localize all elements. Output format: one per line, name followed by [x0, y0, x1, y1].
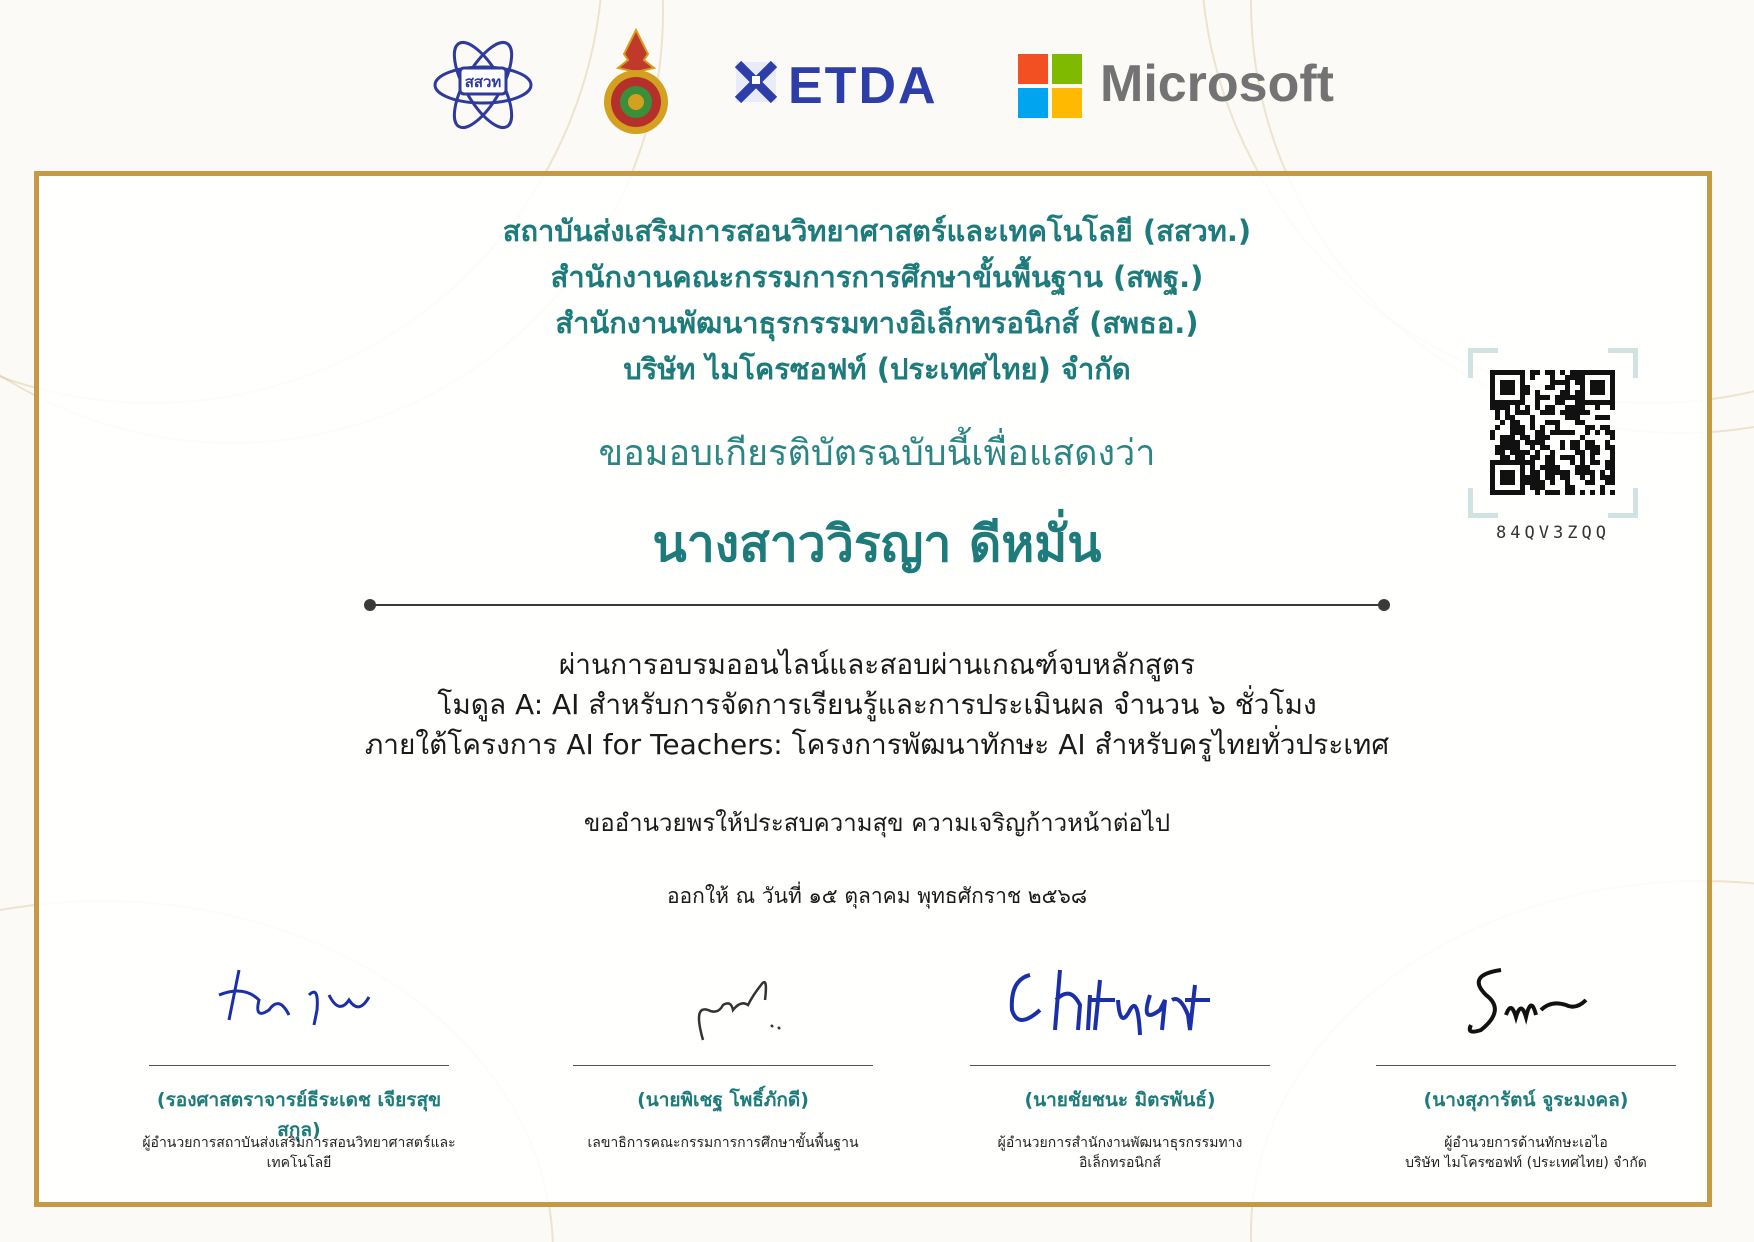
qr-code-text: 84QV3ZQQ [1496, 523, 1610, 543]
course-line: ผ่านการอบรมออนไลน์และสอบผ่านเกณฑ์จบหลักสูตร [558, 648, 1196, 681]
org-line: สำนักงานคณะกรรมการการศึกษาขั้นพื้นฐาน (สพฐ.) [550, 260, 1204, 294]
signatory-name: (รองศาสตราจารย์ธีระเดช เจียรสุขสกุล) [156, 1089, 442, 1141]
ipst-logo [430, 30, 536, 140]
signatory [139, 955, 459, 1171]
qr-code[interactable] [1468, 348, 1638, 518]
signature-image [199, 955, 399, 1045]
blessing-text: ขออำนวยพรให้ประสบความสุข ความเจริญก้าวหน้าต่อไป [583, 809, 1171, 837]
signatory-name: (นายพิเชฐ โพธิ์ภักดี) [637, 1089, 809, 1111]
signatory-title: ผู้อำนวยการสำนักงานพัฒนาธุรกรรมทางอิเล็กทรอนิกส์ [997, 1135, 1243, 1171]
recipient-name: นางสาววิรญา ดีหมั่น [652, 515, 1102, 573]
org-line: สำนักงานพัฒนาธุรกรรมทางอิเล็กทรอนิกส์ (สพธอ.) [555, 306, 1199, 340]
org-line: บริษัท ไมโครซอฟท์ (ประเทศไทย) จำกัด [623, 352, 1131, 386]
signatory-title: ผู้อำนวยการด้านทักษะเอไอ บริษัท ไมโครซอฟท์ (ประเทศไทย) จำกัด [1405, 1135, 1647, 1171]
signature-image [623, 955, 823, 1045]
signature-image [990, 955, 1250, 1055]
signatory [960, 955, 1280, 1171]
course-description [0, 645, 1754, 765]
signatory-name: (นายชัยชนะ มิตรพันธ์) [1024, 1089, 1216, 1111]
signatory-title: ผู้อำนวยการสถาบันส่งเสริมการสอนวิทยาศาสตร์และเทคโนโลยี [142, 1135, 456, 1171]
signatory [1366, 955, 1686, 1171]
obec-seal-logo [596, 28, 676, 138]
issue-date: ออกให้ ณ วันที่ ๑๕ ตุลาคม พุทธศักราช ๒๕๖๘ [666, 884, 1088, 908]
certificate-intro: ขอมอบเกียรติบัตรฉบับนี้เพื่อแสดงว่า [598, 433, 1156, 474]
etda-logo [734, 57, 960, 115]
name-divider [364, 599, 1390, 611]
microsoft-logo-text: Microsoft [1100, 55, 1334, 113]
ipst-logo-text: สสวท [464, 73, 502, 91]
signatory [563, 955, 883, 1151]
microsoft-logo [1018, 54, 1334, 120]
signatory-name: (นางสุภารัตน์ จูระมงคล) [1423, 1089, 1629, 1111]
etda-logo-text: ETDA [788, 57, 938, 115]
course-line: โมดูล A: AI สำหรับการจัดการเรียนรู้และการประเมินผล จำนวน ๖ ชั่วโมง [437, 688, 1317, 721]
logo-bar [0, 28, 1754, 138]
signature-image [1426, 955, 1626, 1045]
signatory-title: เลขาธิการคณะกรรมการการศึกษาขั้นพื้นฐาน [587, 1135, 859, 1151]
org-line: สถาบันส่งเสริมการสอนวิทยาศาสตร์และเทคโนโลยี (สสวท.) [502, 214, 1252, 248]
course-line: ภายใต้โครงการ AI for Teachers: โครงการพัฒนาทักษะ AI สำหรับครูไทยทั่วประเทศ [364, 728, 1390, 761]
